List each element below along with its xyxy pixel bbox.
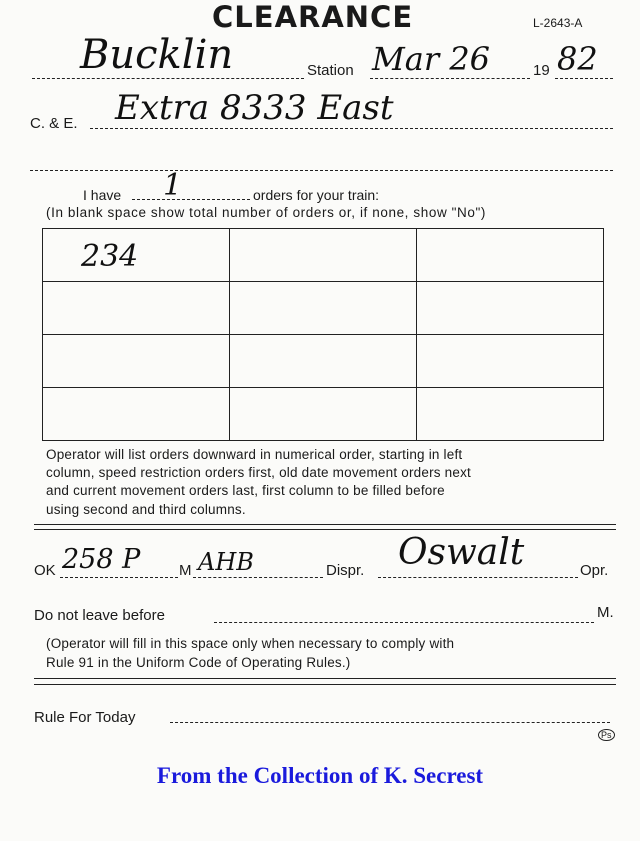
year-line: [555, 78, 613, 79]
year-prefix: 19: [533, 62, 550, 79]
form-title: CLEARANCE: [212, 0, 414, 34]
table-row: [43, 335, 604, 388]
leave-label: Do not leave before: [34, 607, 165, 624]
operator-note-line: Operator will list orders downward in numerical order, starting in left: [46, 447, 463, 462]
fill-note-line: Rule 91 in the Uniform Code of Operating Rules.): [46, 655, 351, 670]
order-cell: [230, 335, 417, 388]
leave-suffix: M.: [597, 604, 614, 621]
operator-note-line: using second and third columns.: [46, 502, 246, 517]
order-cell: [417, 335, 604, 388]
orders-count-handwritten: 1: [163, 168, 183, 203]
divider: [34, 684, 616, 685]
orders-count-line: [132, 199, 250, 200]
form-number: L-2643-A: [533, 16, 583, 30]
divider: [34, 529, 616, 530]
order-cell: [43, 282, 230, 335]
operator-note-line: column, speed restriction orders first, old date movement orders next: [46, 465, 471, 480]
divider: [34, 524, 616, 525]
order-cell: [43, 229, 230, 282]
m-label: M: [179, 562, 192, 579]
order-cell: [417, 388, 604, 441]
table-row: [43, 282, 604, 335]
rule-label: Rule For Today: [34, 709, 136, 726]
order-number-handwritten: 234: [81, 239, 139, 274]
initials-handwritten: AHB: [198, 548, 254, 576]
orders-table: [42, 228, 604, 441]
divider: [34, 678, 616, 679]
date-line: [370, 78, 530, 79]
orders-suffix: orders for your train:: [253, 187, 380, 203]
orders-instruction: (In blank space show total number of orders or, if none, show "No"): [46, 205, 486, 220]
ok-time-handwritten: 258 P: [62, 544, 141, 575]
initials-line: [193, 577, 323, 578]
order-cell: [230, 282, 417, 335]
order-cell: [417, 282, 604, 335]
operator-note-line: and current movement orders last, first column to be filled before: [46, 483, 445, 498]
order-cell: [43, 388, 230, 441]
orders-prefix: I have: [83, 187, 122, 203]
collection-credit: From the Collection of K. Secrest: [156, 763, 484, 788]
ok-label: OK: [34, 562, 56, 579]
rule-line: [170, 722, 610, 723]
station-name-line: [32, 78, 304, 79]
order-cell: [230, 229, 417, 282]
printer-mark: [598, 730, 615, 741]
order-cell: [230, 388, 417, 441]
order-cell: [417, 229, 604, 282]
fill-note-line: (Operator will fill in this space only when necessary to comply with: [46, 636, 455, 651]
station-label: Station: [307, 62, 354, 79]
printer-mark-text: Ps: [598, 729, 615, 741]
date-handwritten: Mar 26: [372, 40, 491, 78]
operator-line: [378, 577, 578, 578]
ok-line: [60, 577, 178, 578]
year-handwritten: 82: [557, 40, 598, 78]
leave-line: [214, 622, 594, 623]
ce-label: C. & E.: [30, 115, 78, 132]
opr-label: Opr.: [580, 562, 609, 579]
ce-line: [90, 128, 613, 129]
train-handwritten: Extra 8333 East: [115, 88, 394, 128]
table-row: [43, 229, 604, 282]
operator-signature: Oswalt: [398, 532, 525, 573]
station-name-handwritten: Bucklin: [80, 32, 234, 78]
table-row: [43, 388, 604, 441]
dispr-label: Dispr.: [326, 562, 365, 579]
order-cell: [43, 335, 230, 388]
blank-line: [30, 170, 613, 171]
